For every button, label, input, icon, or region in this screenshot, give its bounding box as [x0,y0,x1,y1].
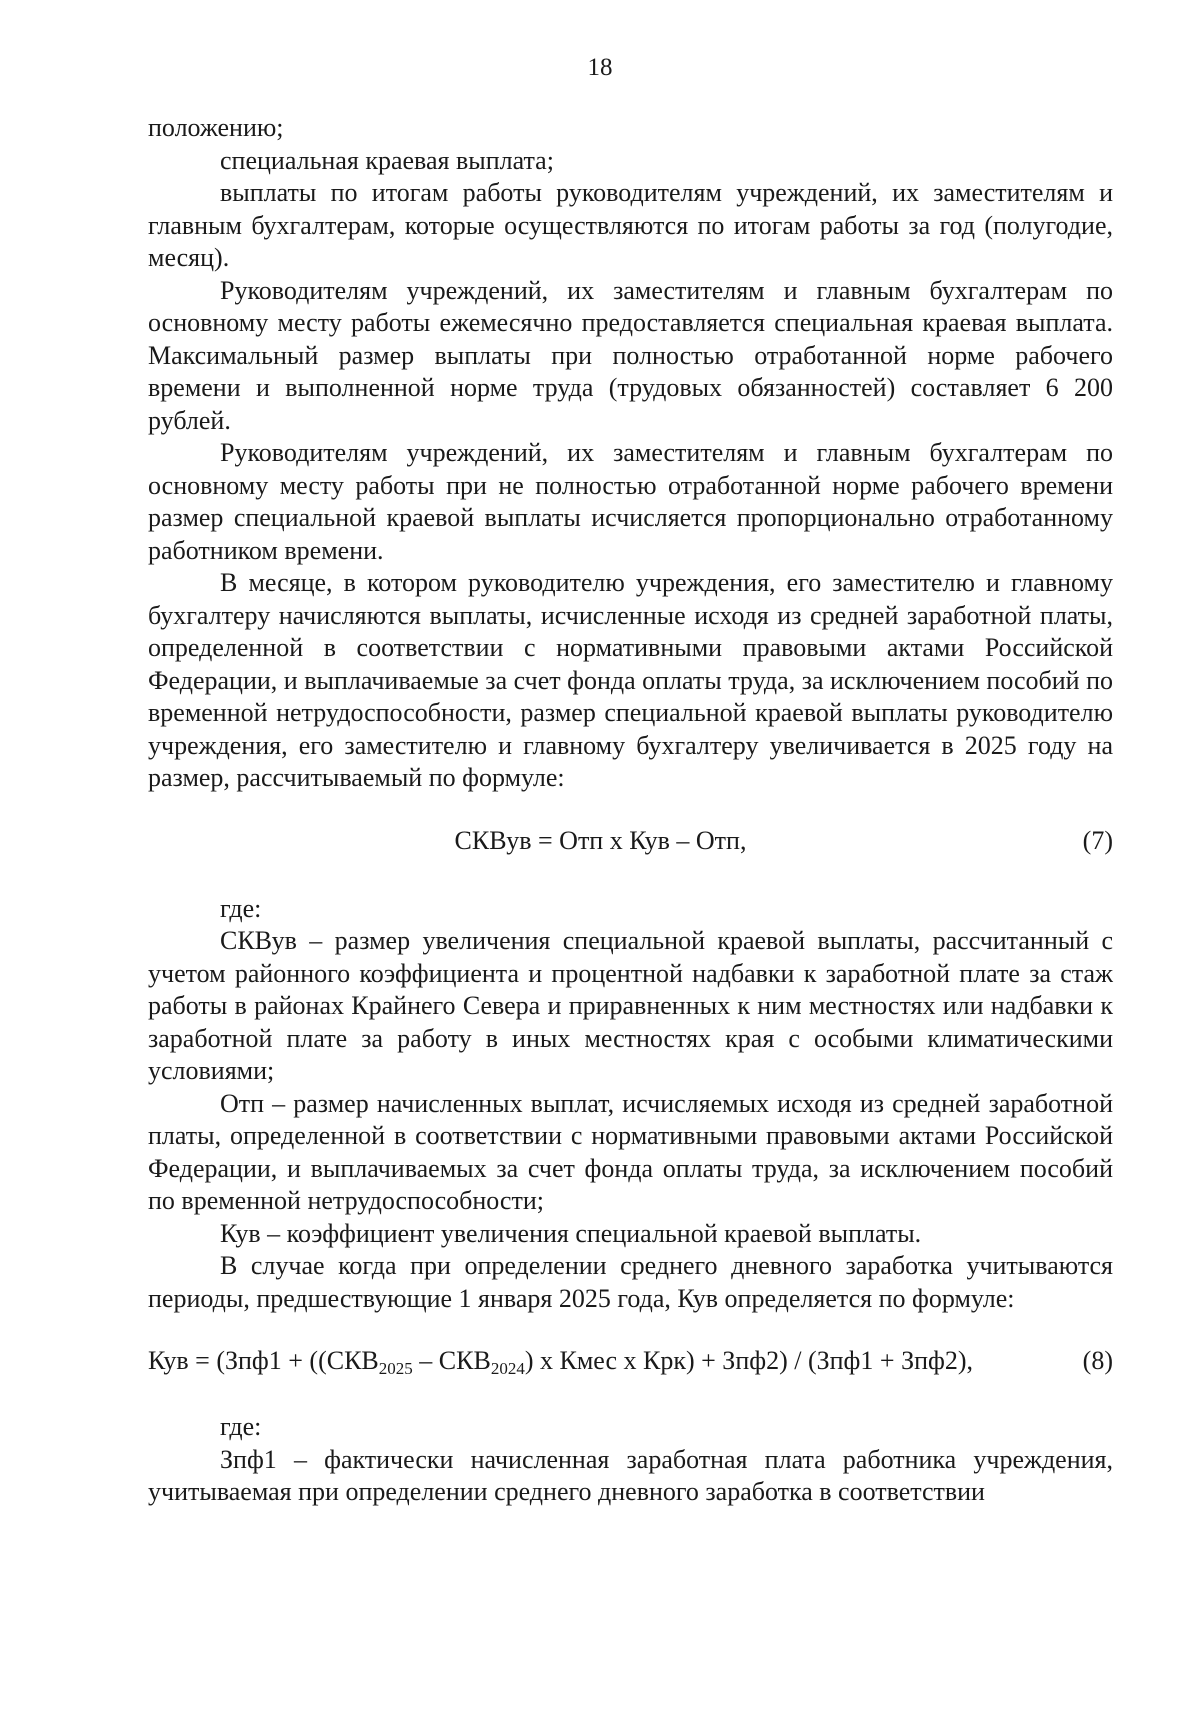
definition: В случае когда при определении среднего дневного заработка учитываются периоды, предшествующие 1 января 2025 года, Кув определяется по формуле: [148,1251,1113,1313]
paragraph: выплаты по итогам работы руководителям учреждений, их заместителям и главным бухгалтерам, которые осуществляются по итогам работы за год (полугодие, месяц). [148,178,1113,272]
formula-7-number: (7) [1082,825,1113,855]
formula-8-subscript: 2024 [490,1359,525,1378]
formula-8 [148,1345,1113,1377]
paragraph: Руководителям учреждений, их заместителям и главным бухгалтерам по основному месту работы при не полностью отработанной норме рабочего времени размер специальной краевой выплаты исчисляется пропорционально отработанному работником времени. [148,438,1113,565]
formula-8-part: Кув = (Зпф1 + ((СКВ [148,1346,379,1375]
document-body [148,112,1113,1509]
definition: СКВув – размер увеличения специальной краевой выплаты, рассчитанный с учетом районного коэффициента и процентной надбавки к заработной плате за стаж работы в районах Крайнего Севера и приравненных к ним местностях или надбавки к заработной плате за работу в иных местностях края с особыми климатическими условиями; [148,926,1113,1085]
formula-8-expression [148,1345,973,1377]
formula-8-part: ) х Кмес х Крк) + Зпф2) / (Зпф1 + Зпф2), [524,1346,974,1375]
formula-8-number: (8) [1082,1346,1113,1375]
where-label: где: [220,1412,262,1441]
where-label: где: [220,893,262,923]
paragraph: положению; [148,113,284,142]
paragraph: Руководителям учреждений, их заместителям и главным бухгалтерам по основному месту работы ежемесячно предоставляется специальная краевая выплата. Максимальный размер выплаты при полностью отработанной норме рабочего времени и выполненной норме труда (трудовых обязанностей) составляет 6 200 рублей. [148,275,1113,435]
formula-8-part: – СКВ [412,1346,491,1375]
paragraph: В месяце, в котором руководителю учреждения, его заместителю и главному бухгалтеру начисляются выплаты, исчисленные исходя из средней заработной платы, определенной в соответствии с нормативными правовыми актами Российской Федерации, и выплачиваемые за счет фонда оплаты труда, за исключением пособий по временной нетрудоспособности, размер специальной краевой выплаты руководителю учреждения, его заместителю и главному бухгалтеру увеличивается в 2025 году на размер, рассчитываемый по формуле: [148,568,1114,792]
paragraph: специальная краевая выплата; [220,145,554,175]
formula-7-expression: СКВув = Отп х Кув – Отп, [454,825,747,855]
definition: Кув – коэффициент увеличения специальной краевой выплаты. [220,1218,922,1248]
definition: Зпф1 – фактически начисленная заработная плата работника учреждения, учитываемая при определении среднего дневного заработка в соответствии [148,1444,1113,1506]
page-number: 18 [587,54,613,81]
formula-7 [148,825,1113,857]
formula-8-subscript: 2025 [378,1359,413,1378]
definition: Отп – размер начисленных выплат, исчисляемых исходя из средней заработной платы, определенной в соответствии с нормативными правовыми актами Российской Федерации, и выплачиваемых за счет фонда оплаты труда, за исключением пособий по временной нетрудоспособности; [148,1088,1113,1215]
